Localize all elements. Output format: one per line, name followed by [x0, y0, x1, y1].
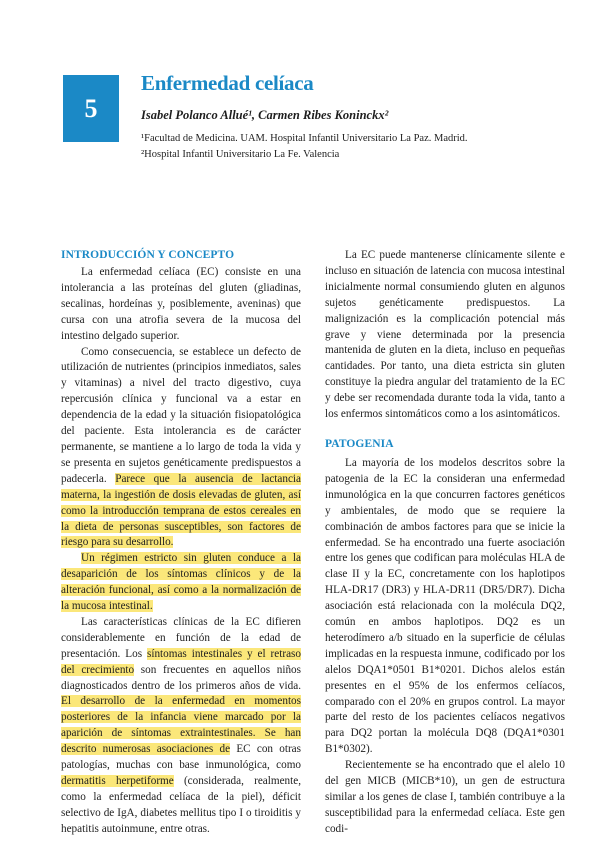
- chapter-number: 5: [84, 93, 98, 123]
- authors: Isabel Polanco Allué¹, Carmen Ribes Koninckx²: [141, 108, 389, 122]
- chapter-number-badge: [63, 75, 119, 142]
- paragraph: [61, 551, 301, 615]
- paragraph: [325, 456, 565, 758]
- text-run: La enfermedad celíaca (EC) consiste en una intolerancia a las proteínas del gluten (gliadinas, secalinas, hordeínas y, posiblemente, aveninas) que cursa con una atrofia severa de la mucosa del intestino delgado superior.: [61, 266, 301, 342]
- text-run: (considerada, realmente, como la enfermedad celíaca de la piel), déficit selectivo de IgA, diabetes mellitus tipo I o tiroiditis y hepatitis autoinmune, entre otras.: [61, 775, 301, 835]
- paragraph: [325, 758, 565, 838]
- text-run: Las características clínicas de la EC difieren considerablemente en función de la edad de presentación. Los: [61, 615, 301, 660]
- right-column: [325, 248, 565, 838]
- paragraph: [61, 265, 301, 345]
- paragraph: [61, 615, 301, 838]
- text-run: Como consecuencia, se establece un defecto de utilización de nutrientes (principios inmediatos, sales y vitaminas) a nivel del tracto digestivo, cuya repercusión clínica y funcional va a estar en dependencia de la edad y la situación fisiopatológica del paciente. Esta intolerancia es de carácter permanente, se mantiene a lo largo de toda la vida y se presenta en sujetos genéticamente predispuestos a padecerla.: [61, 345, 301, 485]
- left-column: [61, 248, 301, 838]
- affiliation-1: ¹Facultad de Medicina. UAM. Hospital Infantil Universitario La Paz. Madrid.: [141, 133, 468, 144]
- paragraph: [61, 345, 301, 552]
- section-heading-introduccion: INTRODUCCIÓN Y CONCEPTO: [61, 249, 235, 261]
- text-run: son frecuentes en aquellos niños diagnosticados dentro de los primeros años de vida.: [61, 663, 301, 692]
- text-run: La EC puede mantenerse clínicamente silente e incluso en situación de latencia con mucosa intestinal inicialmente normal consumiendo gluten en algunos sujetos genéticamente predispuestos. La malignización es la complicación potencial más grave y viene determinada por la presencia mantenida de gluten en la dieta, incluso en pequeñas cantidades. Por tanto, una dieta estricta sin gluten constituye la piedra angular del tratamiento de la EC y debe ser recomendada durante toda la vida, tanto a los enfermos sintomáticos como a los asintomáticos.: [325, 249, 565, 421]
- highlighted-text: síntomas intestinales y el retraso del crecimiento: [61, 647, 301, 676]
- highlighted-text: Parece que la ausencia de lactancia materna, la ingestión de dosis elevadas de gluten, así como la introducción temprana de estos cereales en la dieta de personas susceptibles, son factores de riesgo para su desarrollo.: [61, 472, 301, 549]
- affiliation-2: ²Hospital Infantil Universitario La Fe. Valencia: [141, 149, 340, 160]
- paragraph: [325, 248, 565, 423]
- text-run: Recientemente se ha encontrado que el alelo 10 del gen MICB (MICB*10), un gen de estructura similar a los genes de clase I, también contribuye a la susceptibilidad para la enfermedad celíaca. Este gen codi-: [325, 759, 565, 835]
- text-run: EC con otras patologías, muchas con base inmunológica, como: [61, 743, 301, 772]
- text-run: La mayoría de los modelos descritos sobre la patogenia de la EC la consideran una enfermedad inmunológica en la que concurren factores genéticos y ambientales, de modo que se requiere la combinación de ambos factores para que se inicie la enfermedad. Se ha encontrado una fuerte asociación entre los genes que codifican para moléculas HLA de clase II y la EC, concretamente con los haplotipos HLA-DR17 (DR3) y HLA-DR11 (DR5/DR7). Dicha asociación está relacionada con la molécula DQ2, común en ambos haplotipos. DQ2 es un heterodímero a/b situado en la superficie de células implicadas en la respuesta inmune, codificado por los alelos DQA1*0501 B1*0201. Dichos alelos están presentes en el 95% de los enfermos celíacos, comparado con el 20% en grupos control. La mayor parte del resto de los pacientes celíacos negativos para DQ2 portan la molécula DQ8 (DQA1*0301 B1*0302).: [325, 456, 565, 756]
- highlighted-text: dermatitis herpetiforme: [61, 775, 174, 787]
- highlighted-text: El desarrollo de la enfermedad en momentos posteriores de la infancia viene marcado por la aparición de síntomas extraintestinales. Se han descrito numerosas asociaciones de: [61, 695, 301, 756]
- section-heading-patogenia: PATOGENIA: [325, 437, 394, 450]
- chapter-title: Enfermedad celíaca: [141, 71, 314, 95]
- highlighted-text: Un régimen estricto sin gluten conduce a la desaparición de los síntomas clínicos y de la alteración funcional, así como a la normalización de la mucosa intestinal.: [61, 552, 301, 613]
